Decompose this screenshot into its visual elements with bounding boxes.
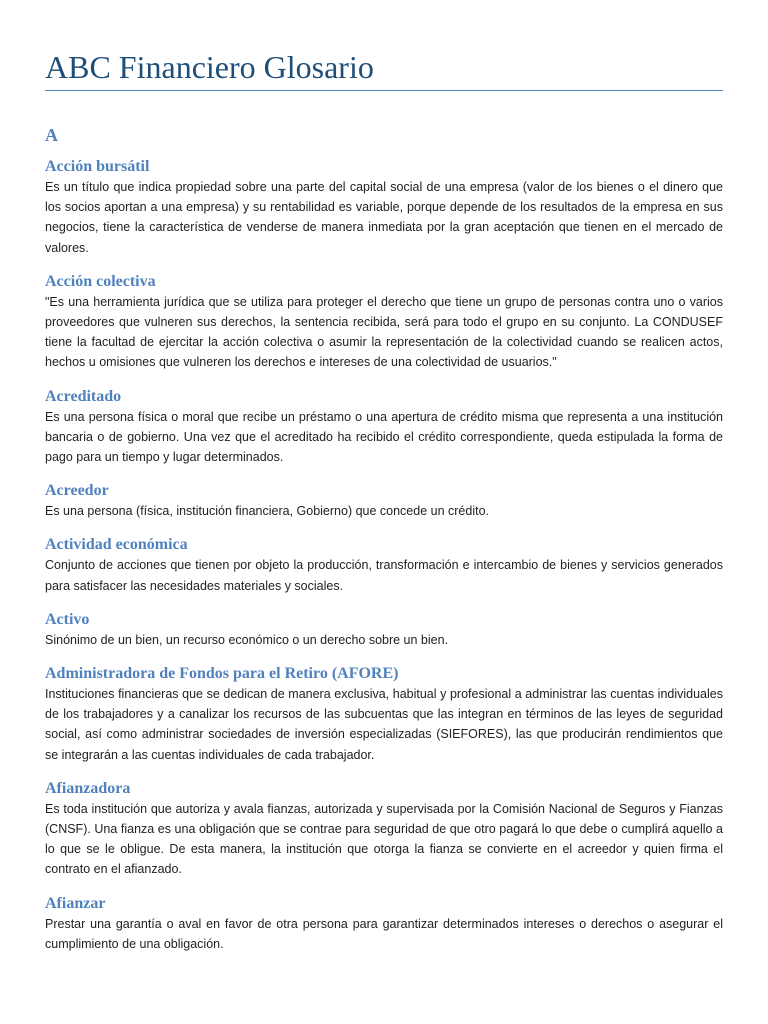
glossary-term: Administradora de Fondos para el Retiro (AFORE)	[45, 665, 399, 683]
glossary-term: Afianzadora	[45, 779, 131, 797]
glossary-term: Afianzar	[45, 894, 106, 912]
glossary-definition: Conjunto de acciones que tienen por objeto la producción, transformación e intercambio de bienes y servicios generados para satisfacer las necesidades materiales y sociales.	[45, 558, 723, 593]
glossary-entry	[45, 272, 723, 373]
glossary-entry	[45, 157, 723, 258]
document-page	[45, 0, 723, 954]
glossary-entry	[45, 481, 723, 521]
glossary-entry	[45, 779, 723, 880]
glossary-term: Acción bursátil	[45, 158, 150, 175]
title-divider	[45, 90, 723, 91]
glossary-entry	[45, 664, 723, 765]
document-title: ABC Financiero Glosario	[45, 49, 374, 85]
glossary-definition: Es una persona (física, institución financiera, Gobierno) que concede un crédito.	[45, 504, 490, 519]
glossary-term: Acción colectiva	[45, 272, 156, 290]
glossary-definition: Es toda institución que autoriza y avala fianzas, autorizada y supervisada por la Comisión Nacional de Seguros y Fianzas (CNSF). Una fianza es una obligación que se contrae para seguridad de que otro pagará lo que debe o cumplirá aquello a lo que se le obligue. De esta manera, la institución que otorga la fianza se convierte en el acreedor y quien firma el contrato en el afianzado.	[45, 801, 723, 877]
section-letter: A	[45, 125, 58, 145]
glossary-term: Activo	[45, 610, 90, 628]
glossary-term: Acreedor	[45, 482, 109, 500]
glossary-definition: Instituciones financieras que se dedican de manera exclusiva, habitual y profesional a administrar las cuentas individuales de los trabajadores y a canalizar los recursos de las subcuentas que las integran en términos de las leyes de seguridad social, así como administrar sociedades de inversión especializadas (SIEFORES), las que producirán rendimientos que se integrarán a las cuentas individuales de cada trabajador.	[45, 687, 723, 762]
glossary-term: Acreditado	[45, 387, 122, 405]
glossary-entry	[45, 610, 723, 650]
glossary-definition: Prestar una garantía o aval en favor de otra persona para garantizar determinados intereses o derechos o asegurar el cumplimiento de una obligación.	[45, 916, 723, 951]
glossary-definition: Sinónimo de un bien, un recurso económico o un derecho sobre un bien.	[45, 632, 449, 647]
glossary-definition: Es un título que indica propiedad sobre una parte del capital social de una empresa (valor de los bienes o el dinero que los socios aportan a una empresa) y su rentabilidad es variable, porque depende de los resultados de la empresa en sus negocios, tiene la característica de venderse de manera inmediata por la gran aceptación que tienen en el mercado de valores.	[45, 180, 723, 255]
glossary-entry	[45, 894, 723, 954]
glossary-entry	[45, 535, 723, 595]
glossary-definition: Es una persona física o moral que recibe un préstamo o una apertura de crédito misma que representa a una institución bancaria o de gobierno. Una vez que el acreditado ha recibido el crédito correspondiente, queda estipulada la forma de pago para un tiempo y lugar determinados.	[45, 409, 723, 465]
glossary-entry	[45, 387, 723, 468]
glossary-term: Actividad económica	[45, 536, 188, 554]
glossary-definition: "Es una herramienta jurídica que se utiliza para proteger el derecho que tiene un grupo de personas contra uno o varios proveedores que vulneren sus derechos, la sentencia recibida, será para todo el grupo en su conjunto. La CONDUSEF tiene la facultad de ejercitar la acción colectiva o asumir la representación de la colectividad cuando se realicen actos, hechos u omisiones que vulneren los derechos e intereses de una colectividad de usuarios."	[45, 294, 723, 370]
